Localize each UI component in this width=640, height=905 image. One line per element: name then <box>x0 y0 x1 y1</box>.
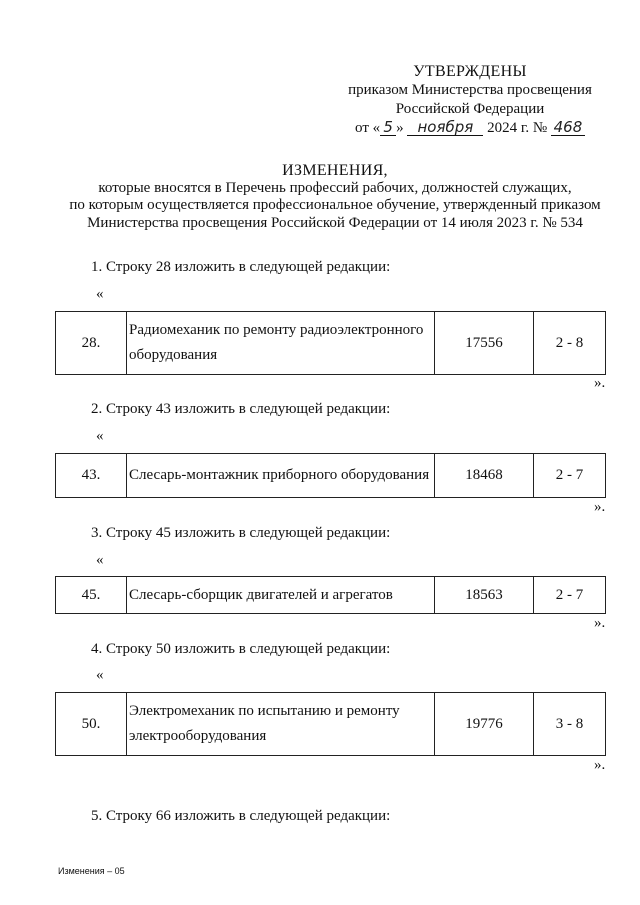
item-4-close-quote: ». <box>594 757 606 773</box>
item-2-table <box>55 453 606 498</box>
grade-range: 2 - 7 <box>534 454 606 498</box>
profession-name: Радиомеханик по ремонту радиоэлектронного оборудования <box>127 312 435 375</box>
date-mid: » <box>396 120 404 136</box>
item-4-text: 4. Строку 50 изложить в следующей редакции: <box>91 641 391 657</box>
handwritten-month: ноября <box>407 120 483 136</box>
item-2-open-quote: « <box>96 428 104 444</box>
date-prefix: от « <box>355 120 381 136</box>
approval-line-1: приказом Министерства просвещения <box>348 82 592 98</box>
handwritten-day: 5 <box>380 120 396 136</box>
row-number: 50. <box>56 693 127 756</box>
footer-label: Изменения – 05 <box>58 866 125 876</box>
profession-code: 19776 <box>435 693 534 756</box>
profession-name: Слесарь-сборщик двигателей и агрегатов <box>127 577 435 614</box>
item-1-text: 1. Строку 28 изложить в следующей редакции: <box>91 259 391 275</box>
item-1-table <box>55 311 606 375</box>
item-2-text: 2. Строку 43 изложить в следующей редакции: <box>91 401 391 417</box>
profession-name: Электромеханик по испытанию и ремонту электрооборудования <box>127 693 435 756</box>
profession-code: 18468 <box>435 454 534 498</box>
table-row <box>56 577 606 614</box>
item-1-open-quote: « <box>96 286 104 302</box>
approval-date-line <box>340 119 600 138</box>
item-3-close-quote: ». <box>594 615 606 631</box>
grade-range: 3 - 8 <box>534 693 606 756</box>
heading-title: ИЗМЕНЕНИЯ, <box>282 162 388 179</box>
heading-line-2: по которым осуществляется профессиональное обучение, утвержденный приказом <box>69 197 601 213</box>
table-row <box>56 312 606 375</box>
table-row <box>56 454 606 498</box>
table-row <box>56 693 606 756</box>
item-3-table <box>55 576 606 614</box>
approval-block <box>340 62 600 138</box>
row-number: 43. <box>56 454 127 498</box>
approval-line-2: Российской Федерации <box>395 101 545 117</box>
profession-name: Слесарь-монтажник приборного оборудования <box>127 454 435 498</box>
item-3-text: 3. Строку 45 изложить в следующей редакции: <box>91 525 391 541</box>
grade-range: 2 - 8 <box>534 312 606 375</box>
heading-line-1: которые вносятся в Перечень профессий рабочих, должностей служащих, <box>98 179 572 196</box>
date-year: 2024 г. № <box>487 120 548 136</box>
item-1-close-quote: ». <box>594 375 606 391</box>
item-3-open-quote: « <box>96 552 104 568</box>
grade-range: 2 - 7 <box>534 577 606 614</box>
item-4-open-quote: « <box>96 667 104 683</box>
profession-code: 17556 <box>435 312 534 375</box>
heading-line-3: Министерства просвещения Российской Федерации от 14 июля 2023 г. № 534 <box>87 214 583 231</box>
row-number: 28. <box>56 312 127 375</box>
item-5-text: 5. Строку 66 изложить в следующей редакции: <box>91 808 391 824</box>
approval-title: УТВЕРЖДЕНЫ <box>413 63 527 80</box>
row-number: 45. <box>56 577 127 614</box>
item-4-table <box>55 692 606 756</box>
handwritten-order-number: 468 <box>551 120 585 136</box>
item-2-close-quote: ». <box>594 499 606 515</box>
profession-code: 18563 <box>435 577 534 614</box>
changes-heading <box>40 162 630 232</box>
